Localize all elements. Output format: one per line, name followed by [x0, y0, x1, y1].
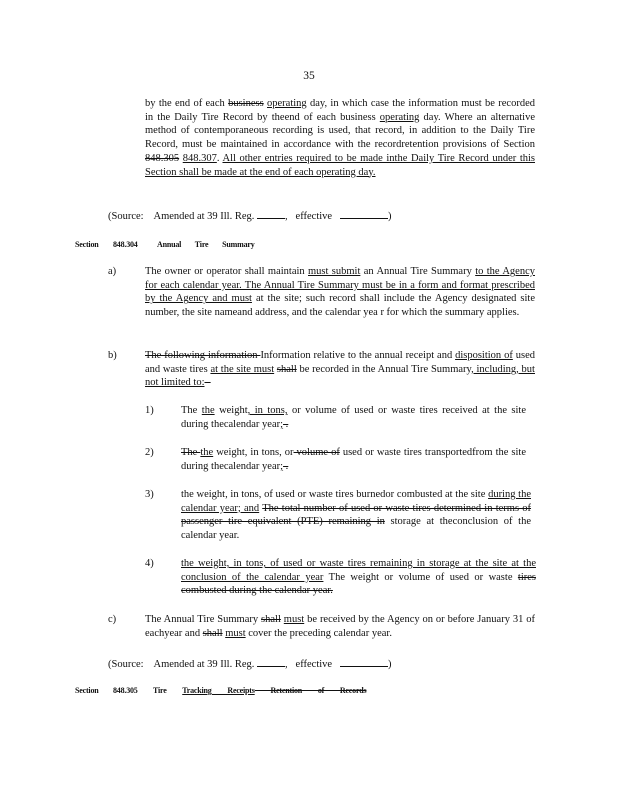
intro-paragraph: [145, 97, 535, 179]
source-prefix: (Source:: [108, 659, 144, 670]
text-run: be recorded in the Annual Tire Summary: [296, 363, 472, 375]
source-note-1: [108, 208, 391, 224]
text-run: day, in which case the information must be recorded in the Daily Tire Record by theend of each business: [145, 98, 535, 123]
source-effective: effective: [295, 659, 333, 670]
text-run: used or waste tires transportedfrom the site during thecalendar year: [181, 447, 527, 472]
text-run: The Annual Tire Summary: [145, 614, 262, 625]
text-run: or volume of used or waste tires received at the site during thecalendar year: [181, 405, 527, 430]
text-run: cover the preceding calendar year.: [245, 627, 392, 639]
inserted-text: must submit: [308, 266, 361, 277]
deleted-text: shall: [276, 363, 297, 375]
text-run: weight: [214, 405, 248, 416]
text-run: .: [216, 152, 223, 164]
inserted-text: All other entries required to be made inthe Daily Tire Record under this Section shall be made at the end of each operating day.: [145, 152, 535, 178]
inserted-text: the: [200, 447, 214, 458]
inserted-text: the weight, in tons, of used or waste tires remaining in storage at the site at the conclusion of the calendar year: [181, 558, 536, 583]
section-number: 848.304: [113, 240, 138, 249]
deleted-text: The: [181, 447, 201, 458]
text-run: the weight, in tons, of used or waste tires burnedor combusted at the site: [181, 489, 489, 500]
source-text: Amended at 39 Ill. Reg.: [153, 659, 255, 670]
inserted-text: operating: [379, 111, 420, 123]
source-effective: effective: [295, 211, 333, 222]
subitem-3-label: 3): [145, 489, 154, 500]
subitem-4-text: [181, 557, 536, 598]
inserted-text: the: [201, 405, 215, 416]
inserted-text: ;: [280, 418, 284, 430]
item-b-label: b): [108, 350, 117, 361]
inserted-text: , in tons,: [247, 405, 288, 416]
text-run: The weight or volume of used or waste: [323, 571, 518, 583]
inserted-text: to the Agency for each calendar year. The Annual Tire Summary must be in a form and format prescribed by the Agency and must: [145, 266, 535, 305]
subitem-1-label: 1): [145, 405, 154, 416]
inserted-text: 848.307: [182, 152, 217, 164]
section-title: [153, 686, 366, 695]
inserted-text: during the calendar year; and: [181, 489, 531, 514]
deleted-text: shall: [261, 614, 281, 625]
source-comma: ,: [285, 211, 288, 222]
item-b-text: [145, 349, 535, 390]
text-run: day. Where an alternative method of contemporaneous recording is used, that record, in addition to the Daily Tire Record, must be maintained in accordance with the recordretention provisions of Section: [145, 111, 536, 151]
subitem-3-text: [181, 488, 531, 543]
text-run: Information relative to the annual receipt and: [260, 350, 456, 361]
text-run: weight, in tons, or: [213, 447, 294, 458]
deleted-text: The total number of used or waste tires determined in terms of passenger tire equivalent (PTE) remaining in: [181, 502, 532, 528]
source-note-2: [108, 656, 391, 672]
item-a-label: a): [108, 266, 117, 277]
item-c-text: [145, 613, 535, 640]
inserted-text: ;: [280, 460, 284, 472]
text-run: be received by the Agency on or before January 31 of eachyear and: [145, 614, 535, 639]
section-label: Section: [75, 240, 99, 249]
text-run: by the end of each: [145, 98, 229, 109]
text-run: used and waste tires: [145, 350, 535, 375]
deleted-text: The following information: [145, 350, 261, 361]
blank-line: [257, 208, 285, 219]
text-run: The: [181, 405, 202, 416]
deleted-text: tires combusted during the calendar year.: [181, 571, 536, 597]
section-848-304-heading: [75, 240, 255, 249]
inserted-text: operating: [267, 98, 307, 109]
section-title-inserted: Tracking Receipts: [182, 686, 255, 695]
source-close: ): [387, 211, 392, 222]
subitem-1-text: [181, 404, 526, 431]
inserted-text: disposition of: [455, 350, 513, 361]
deleted-text: .: [283, 460, 289, 472]
source-close: ): [387, 659, 392, 670]
subitem-4-label: 4): [145, 558, 154, 569]
text-run: storage at theconclusion of the calendar year.: [181, 516, 531, 542]
page-number: 35: [303, 70, 315, 82]
blank-line: [340, 208, 388, 219]
subitem-2-label: 2): [145, 447, 154, 458]
blank-line: [257, 656, 285, 667]
blank-line: [340, 656, 388, 667]
text-run: The owner or operator shall maintain: [145, 266, 309, 277]
section-848-305-heading: [75, 686, 367, 695]
section-title-plain: Tire: [153, 686, 183, 695]
deleted-text: 848.305: [145, 152, 180, 164]
deleted-text: .: [283, 418, 289, 430]
subitem-2-text: [181, 446, 526, 473]
source-text: Amended at 39 Ill. Reg.: [153, 211, 255, 222]
deleted-text: business: [228, 98, 264, 109]
item-c-label: c): [108, 614, 117, 625]
source-comma: ,: [285, 659, 288, 670]
text-run: an Annual Tire Summary: [360, 266, 476, 277]
inserted-text: , including, but not limited to:: [145, 363, 535, 389]
section-number: 848.305: [113, 686, 138, 695]
inserted-text: at the site must: [210, 363, 275, 375]
deleted-text: volume of: [293, 447, 340, 458]
source-prefix: (Source:: [108, 211, 144, 222]
item-a-text: [145, 265, 535, 320]
text-run: at the site; such record shall include the Agency designated site number, the site nameand address, and the calendar yea r for which the summary applies.: [145, 293, 535, 319]
section-title: Annual Tire Summary: [157, 240, 255, 249]
deleted-text: shall: [202, 627, 223, 639]
inserted-text: must: [283, 614, 305, 625]
deleted-text: -: [204, 377, 211, 389]
section-title-deleted: Retention of Records: [254, 686, 367, 695]
inserted-text: must: [225, 627, 246, 639]
section-label: Section: [75, 686, 99, 695]
